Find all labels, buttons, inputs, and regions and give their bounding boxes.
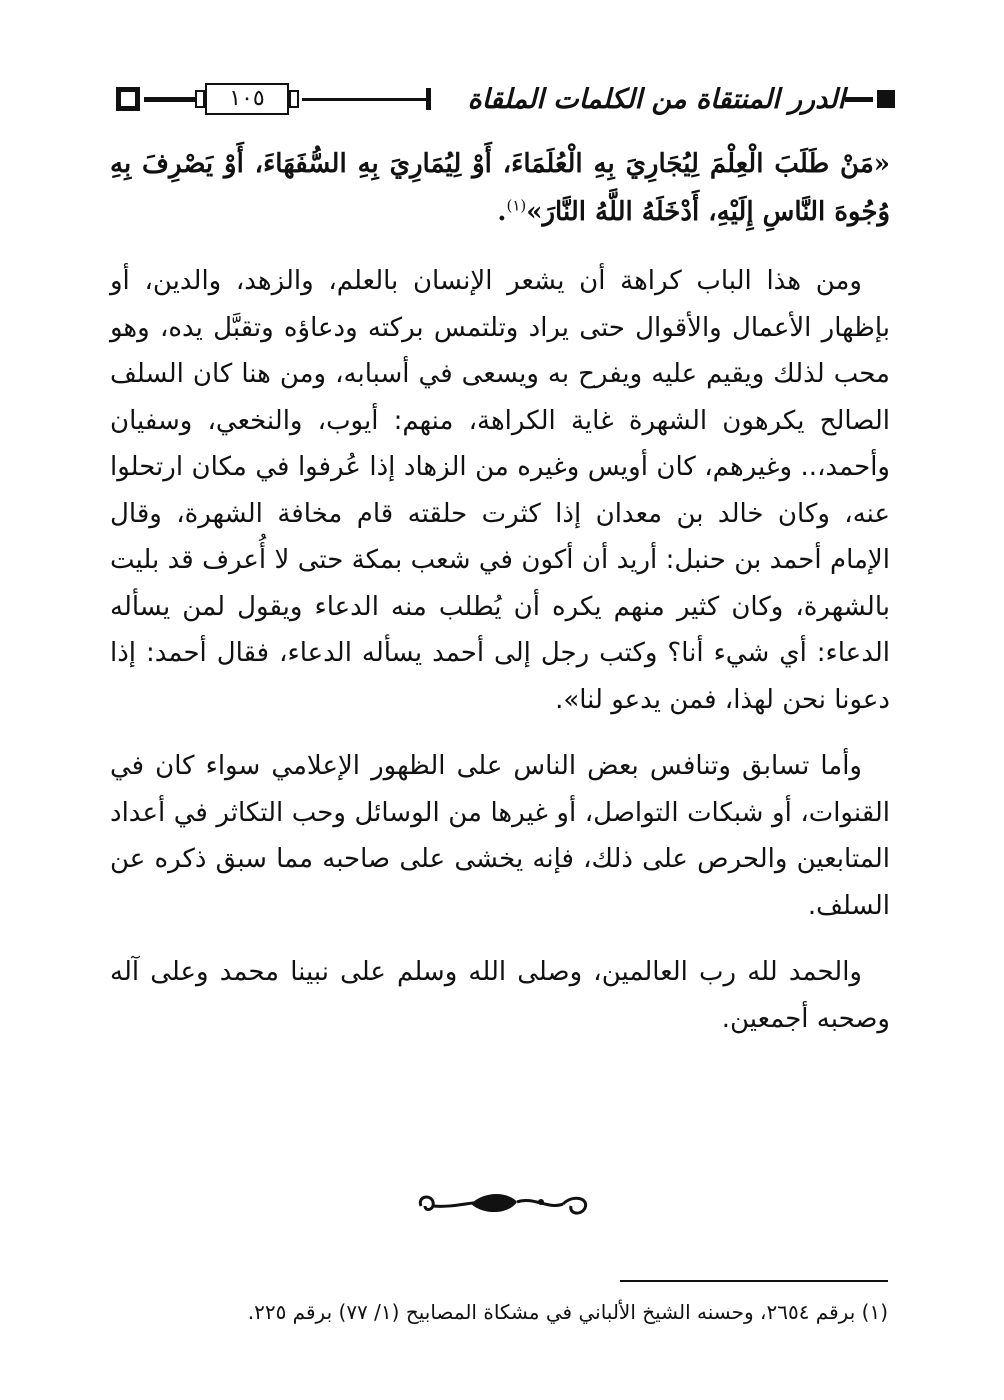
footnote-reference: (١): [506, 196, 527, 215]
header-rule-middle: [302, 98, 426, 101]
footnote: (١) برقم ٢٦٥٤، وحسنه الشيخ الألباني في مشكاة المصابيح (١/ ٧٧) برقم ٢٢٥.: [247, 1300, 888, 1324]
footnote-separator: [620, 1280, 888, 1282]
page-body: [110, 140, 890, 1062]
header-solid-square-ornament: [877, 90, 895, 108]
paragraph: والحمد لله رب العالمين، وصلى الله وسلم على نبينا محمد وعلى آله وصحبه أجمعين.: [110, 957, 890, 1034]
header-hollow-square-ornament: [116, 87, 140, 111]
section-end-ornament: [413, 1186, 593, 1222]
hadith-quote: [110, 140, 890, 236]
hadith-text: «مَنْ طَلَبَ الْعِلْمَ لِيُجَارِيَ بِهِ الْعُلَمَاءَ، أَوْ لِيُمَارِيَ بِهِ السُّفَهَاءَ، أَوْ يَصْرِفَ بِهِ وُجُوهَ النَّاسِ إِلَيْهِ، أَدْخَلَهُ اللَّهُ النَّارَ»: [110, 149, 890, 227]
header-rule-right: [845, 97, 873, 102]
header-book-title: الدرر المنتقاة من الكلمات الملقاة: [467, 84, 845, 115]
header-bar-ornament: [426, 88, 431, 110]
paragraph: ومن هذا الباب كراهة أن يشعر الإنسان بالعلم، والزهد، والدين، أو بإظهار الأعمال والأقوال حتى يراد وتلتمس بركته ودعاؤه وتقبَّل يده، وهو محب لذلك ويقيم عليه ويفرح به ويسعى في أسبابه، ومن هنا كان السلف الصالح يكرهون الشهرة غاية الكراهة، منهم: أيوب، والنخعي، وسفيان وأحمد،.. وغيرهم، كان أويس وغيره من الزهاد إذا عُرفوا في مكان ارتحلوا عنه، وكان خالد بن معدان إذا كثرت حلقته قام مخافة الشهرة، وقال الإمام أحمد بن حنبل: أريد أن أكون في شعب بمكة حتى لا أُعرف قد بليت بالشهرة، وكان كثير منهم يكره أن يُطلب منه الدعاء ويقول لمن يسأله الدعاء: أي شيء أنا؟ وكتب رجل إلى أحمد يسأله الدعاء، فقال أحمد: إذا دعونا نحن لهذا، فمن يدعو لنا».: [110, 266, 890, 715]
hadith-end-mark: .: [497, 197, 507, 227]
running-header: [110, 80, 895, 124]
header-rule-left: [144, 97, 196, 102]
paragraph: وأما تسابق وتنافس بعض الناس على الظهور الإعلامي سواء كان في القنوات، أو شبكات التواصل، أو غيرها من الوسائل وحب التكاثر في أعداد المتابعين والحرص على ذلك، فإنه يخشى على صاحبه مما سبق ذكره عن السلف.: [110, 751, 890, 921]
page-number: ١٠٥: [205, 83, 289, 115]
